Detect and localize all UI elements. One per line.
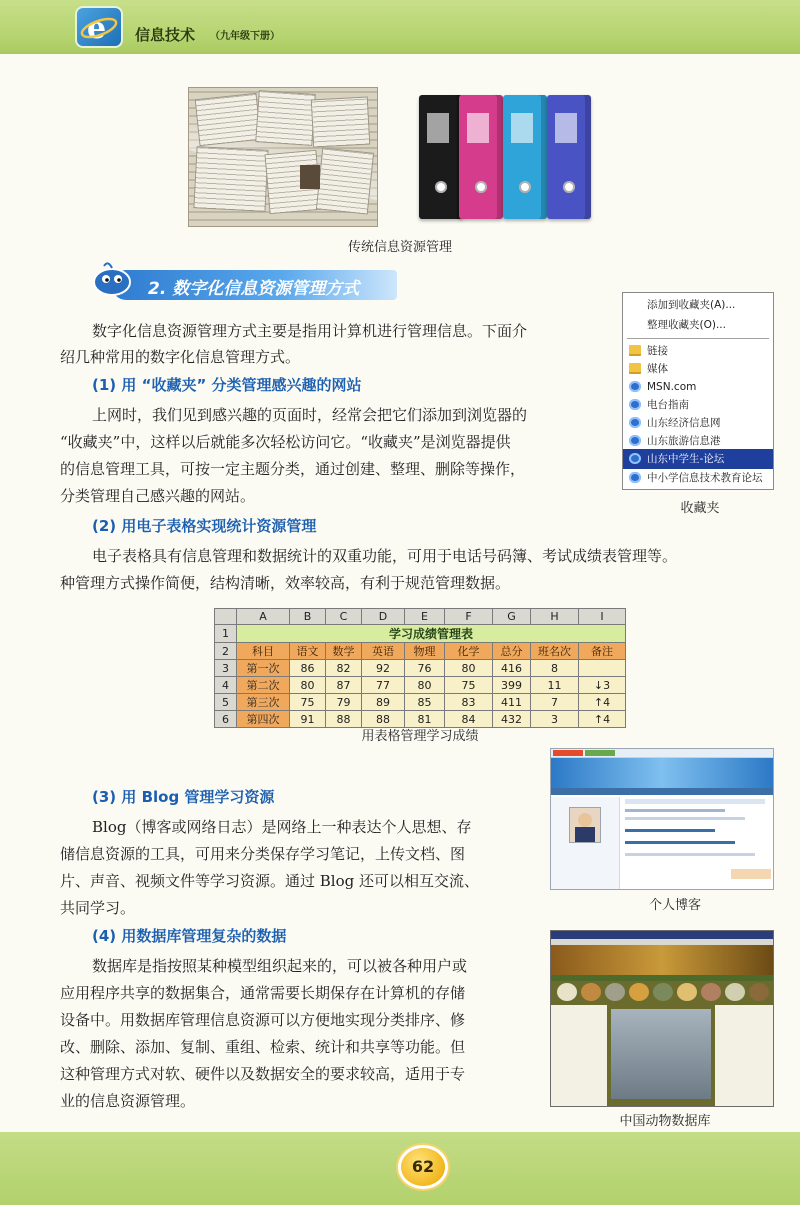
score-cell[interactable]: 84 [445, 711, 493, 728]
book-subtitle: （九年级下册） [210, 31, 280, 42]
grades-spreadsheet [214, 608, 626, 728]
total-cell[interactable]: 416 [493, 660, 531, 677]
col-letter[interactable]: C [326, 609, 362, 625]
ie-logo-icon [75, 6, 123, 48]
header-cell[interactable]: 备注 [579, 643, 626, 660]
fav-menu-item-tourism[interactable]: 山东旅游信息港 [623, 431, 773, 451]
exam-name-cell[interactable]: 第二次 [237, 677, 290, 694]
svg-text:e: e [87, 11, 107, 46]
fav-menu-item-it-forum[interactable]: 中小学信息技术教育论坛 [623, 468, 773, 488]
score-cell[interactable]: 88 [326, 711, 362, 728]
column-letter-row [215, 609, 626, 625]
row-number[interactable]: 4 [215, 677, 237, 694]
folder-icon [629, 363, 641, 374]
fav-menu-item-economy[interactable]: 山东经济信息网 [623, 413, 773, 433]
total-cell[interactable]: 399 [493, 677, 531, 694]
ie-page-icon [629, 453, 641, 464]
sheet-title[interactable]: 学习成绩管理表 [237, 625, 626, 643]
section-title: 2. 数字化信息资源管理方式 [148, 279, 360, 299]
score-cell[interactable]: 77 [362, 677, 405, 694]
sheet-title-row [215, 625, 626, 643]
fav-menu-item-links[interactable]: 链接 [623, 341, 773, 361]
score-cell[interactable]: 80 [290, 677, 326, 694]
part3-line-4: 共同学习。 [60, 899, 136, 917]
score-cell[interactable]: 86 [290, 660, 326, 677]
part1-line-1: 上网时，我们见到感兴趣的页面时，经常会把它们添加到浏览器的 [92, 406, 528, 424]
mascot-icon [90, 258, 136, 298]
col-letter[interactable]: A [237, 609, 290, 625]
part4-heading: (4) 用数据库管理复杂的数据 [92, 927, 287, 945]
ie-page-icon [629, 472, 641, 483]
fav-menu-item-msn[interactable]: MSN.com [623, 377, 773, 397]
part1-heading: (1) 用 “收藏夹” 分类管理感兴趣的网站 [92, 376, 362, 394]
part1-line-2: “收藏夹”中，这样以后就能多次轻松访问它。“收藏夹”是浏览器提供 [60, 433, 511, 451]
header-cell[interactable]: 化学 [445, 643, 493, 660]
header-cell[interactable]: 科目 [237, 643, 290, 660]
total-cell[interactable]: 432 [493, 711, 531, 728]
score-cell[interactable]: 91 [290, 711, 326, 728]
col-letter[interactable]: B [290, 609, 326, 625]
score-cell[interactable]: 76 [405, 660, 445, 677]
score-cell[interactable]: 92 [362, 660, 405, 677]
part4-line-3: 设备中。用数据库管理信息资源可以方便地实现分类排序、修 [60, 1011, 466, 1029]
row-number[interactable]: 6 [215, 711, 237, 728]
col-letter[interactable]: D [362, 609, 405, 625]
rank-cell[interactable]: 7 [531, 694, 579, 711]
part1-line-3: 的信息管理工具，可按一定主题分类，通过创建、整理、删除等操作， [60, 460, 526, 478]
exam-name-cell[interactable]: 第一次 [237, 660, 290, 677]
personal-blog-screenshot [550, 748, 774, 890]
score-cell[interactable]: 75 [290, 694, 326, 711]
score-cell[interactable]: 83 [445, 694, 493, 711]
page-number: 62 [411, 1157, 435, 1176]
part3-line-1: Blog（博客或网络日志）是网络上一种表达个人思想、存 [92, 818, 472, 836]
score-cell[interactable]: 89 [362, 694, 405, 711]
header-cell[interactable]: 数学 [326, 643, 362, 660]
row-number[interactable]: 5 [215, 694, 237, 711]
col-letter[interactable]: F [445, 609, 493, 625]
table-row [215, 660, 626, 677]
part3-heading: (3) 用 Blog 管理学习资源 [92, 788, 275, 806]
score-cell[interactable]: 75 [445, 677, 493, 694]
note-cell[interactable]: ↑4 [579, 694, 626, 711]
rank-cell[interactable]: 8 [531, 660, 579, 677]
row-number[interactable]: 3 [215, 660, 237, 677]
header-cell[interactable]: 语文 [290, 643, 326, 660]
exam-name-cell[interactable]: 第四次 [237, 711, 290, 728]
row-number[interactable]: 1 [215, 625, 237, 643]
header-cell[interactable]: 班名次 [531, 643, 579, 660]
col-letter[interactable]: E [405, 609, 445, 625]
database-caption: 中国动物数据库 [619, 1114, 711, 1129]
score-cell[interactable]: 81 [405, 711, 445, 728]
score-cell[interactable]: 80 [445, 660, 493, 677]
newspapers-photo [188, 87, 378, 227]
rank-cell[interactable]: 3 [531, 711, 579, 728]
ie-page-icon [629, 399, 641, 410]
photos-caption: 传统信息资源管理 [347, 240, 452, 255]
table-row [215, 694, 626, 711]
favorites-caption: 收藏夹 [680, 501, 720, 516]
score-cell[interactable]: 80 [405, 677, 445, 694]
ie-page-icon [629, 381, 641, 392]
col-letter[interactable]: I [579, 609, 626, 625]
part2-heading: (2) 用电子表格实现统计资源管理 [92, 517, 317, 535]
header-cell[interactable]: 英语 [362, 643, 405, 660]
animal-database-screenshot [550, 930, 774, 1107]
part4-line-2: 应用程序共享的数据集合，通常需要长期保存在计算机的存储 [60, 984, 466, 1002]
part2-line-1: 电子表格具有信息管理和数据统计的双重功能，可用于电话号码簿、考试成绩表管理等。 [92, 547, 678, 565]
score-cell[interactable]: 88 [362, 711, 405, 728]
note-cell[interactable]: ↓3 [579, 677, 626, 694]
part4-line-6: 业的信息资源管理。 [60, 1092, 196, 1110]
corner-cell[interactable] [215, 609, 237, 625]
part4-line-4: 改、删除、添加、复制、重组、检索、统计和共享等功能。但 [60, 1038, 466, 1056]
fav-menu-item-add[interactable]: 添加到收藏夹(A)... [647, 299, 736, 311]
ie-page-icon [629, 435, 641, 446]
part4-line-1: 数据库是指按照某种模型组织起来的，可以被各种用户或 [92, 957, 468, 975]
footer-band [0, 1132, 800, 1205]
intro-line-1: 数字化信息资源管理方式主要是指用计算机进行管理信息。下面介 [92, 322, 528, 340]
row-number[interactable]: 2 [215, 643, 237, 660]
favorites-menu [622, 292, 774, 490]
menu-separator [627, 338, 769, 339]
score-cell[interactable]: 82 [326, 660, 362, 677]
score-cell[interactable]: 79 [326, 694, 362, 711]
fav-menu-item-organize[interactable]: 整理收藏夹(O)... [647, 319, 726, 331]
folders-photo [413, 87, 603, 227]
table-row [215, 677, 626, 694]
folder-icon [629, 345, 641, 356]
col-letter[interactable]: H [531, 609, 579, 625]
part4-line-5: 这种管理方式对软、硬件以及数据安全的要求较高，适用于专 [60, 1065, 466, 1083]
part3-line-3: 片、声音、视频文件等学习资源。通过 Blog 还可以相互交流、 [60, 872, 479, 890]
fav-menu-item-media[interactable]: 媒体 [623, 359, 773, 379]
part1-line-4: 分类管理自己感兴趣的网站。 [60, 487, 256, 505]
fav-menu-item-forum-selected[interactable]: 山东中学生-论坛 [623, 449, 773, 469]
score-cell[interactable]: 85 [405, 694, 445, 711]
blog-caption: 个人博客 [648, 898, 701, 913]
total-cell[interactable]: 411 [493, 694, 531, 711]
avatar [569, 807, 601, 843]
spreadsheet-caption: 用表格管理学习成绩 [361, 729, 479, 744]
col-letter[interactable]: G [493, 609, 531, 625]
ie-page-icon [629, 417, 641, 428]
fav-menu-item-radio[interactable]: 电台指南 [623, 395, 773, 415]
note-cell[interactable] [579, 660, 626, 677]
score-cell[interactable]: 87 [326, 677, 362, 694]
part3-line-2: 储信息资源的工具，可用来分类保存学习笔记，上传文档、图 [60, 845, 466, 863]
note-cell[interactable]: ↑4 [579, 711, 626, 728]
book-title: 信息技术 [135, 26, 196, 44]
intro-line-2: 绍几种常用的数字化信息管理方式。 [60, 348, 301, 366]
part2-line-2: 种管理方式操作简便，结构清晰，效率较高，有利于规范管理数据。 [60, 574, 511, 592]
header-cell[interactable]: 总分 [493, 643, 531, 660]
rank-cell[interactable]: 11 [531, 677, 579, 694]
header-cell[interactable]: 物理 [405, 643, 445, 660]
sheet-header-row [215, 643, 626, 660]
exam-name-cell[interactable]: 第三次 [237, 694, 290, 711]
